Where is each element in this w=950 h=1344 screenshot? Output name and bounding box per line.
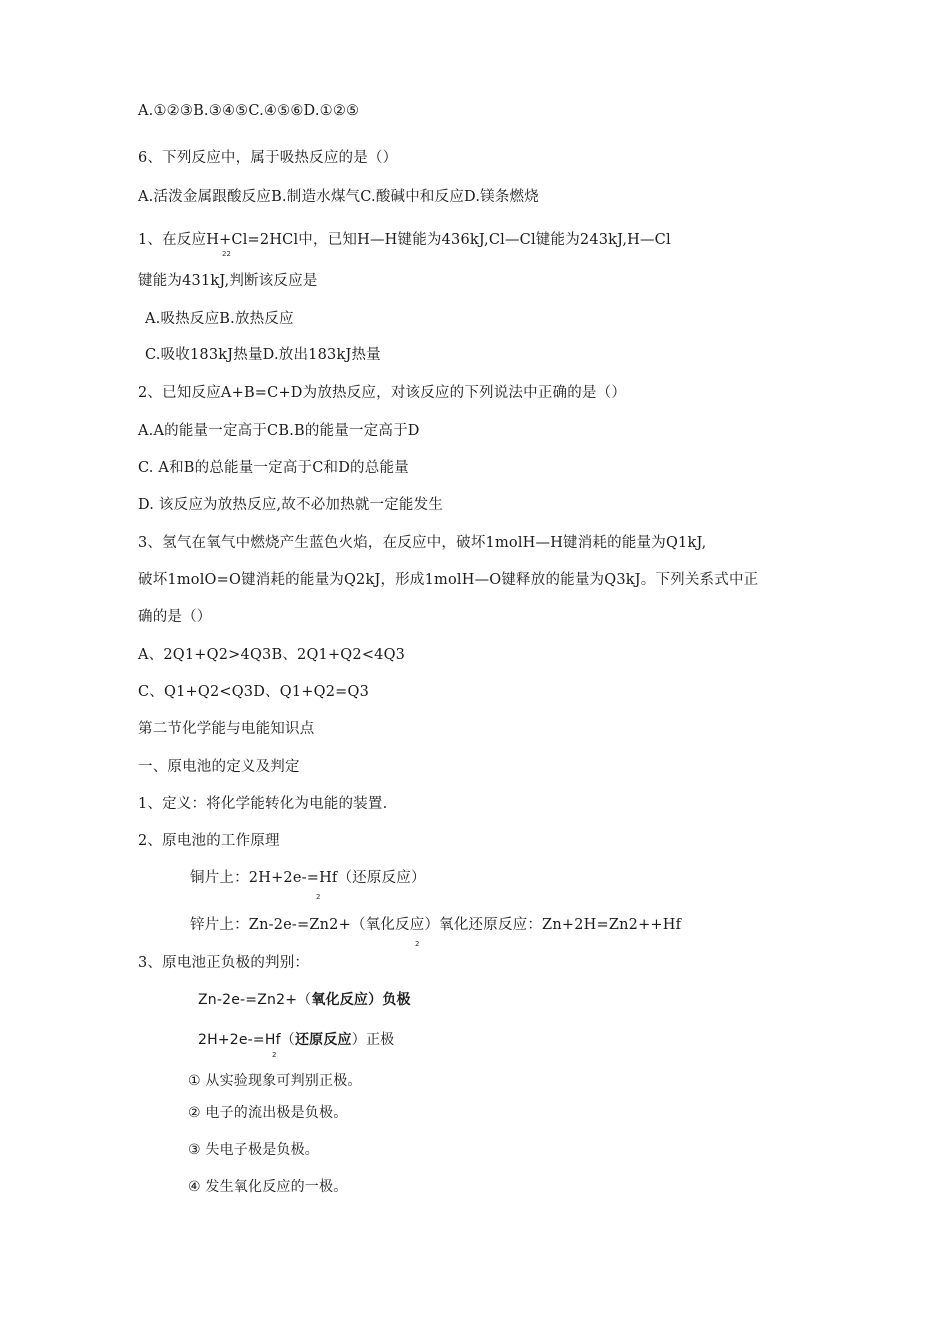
subscript-22: 22 [222, 250, 231, 258]
electrode-judgement-heading: 3、原电池正负极的判别： [138, 955, 310, 971]
question-6-stem: 6、下列反应中，属于吸热反应的是（） [138, 150, 398, 166]
section-heading: 第二节化学能与电能知识点 [138, 721, 315, 737]
principle-heading: 2、原电池的工作原理 [138, 833, 280, 849]
positive-electrode-reaction: 还原反应 [294, 1032, 352, 1048]
rule-3: ③ 失电子极是负极。 [188, 1142, 320, 1158]
answer-options-line: A.①②③B.③④⑤C.④⑤⑥D.①②⑤ [138, 103, 360, 119]
rule-2: ② 电子的流出极是负极。 [188, 1105, 348, 1121]
rule-4: ④ 发生氧化反应的一极。 [188, 1179, 348, 1195]
question-3-options-ab: A、2Q1+Q2>4Q3B、2Q1+Q2<4Q3 [138, 647, 406, 663]
question-2-option-d: D. 该反应为放热反应,故不必加热就一定能发生 [138, 497, 444, 513]
question-1-stem: 1、在反应H+Cl=2HCl中，已知H—H键能为436kJ,Cl—Cl键能为243kJ,H—Cl [138, 232, 671, 248]
copper-reaction: 铜片上：2H+2e-=Hf（还原反应） [190, 870, 426, 886]
negative-electrode-line [198, 990, 411, 1010]
rule-1: ① 从实验现象可判别正极。 [188, 1073, 362, 1089]
question-3-stem: 3、氢气在氧气中燃烧产生蓝色火焰，在反应中，破坏1molH—H键消耗的能量为Q1kJ, [138, 535, 707, 551]
positive-electrode-label: ）正极 [351, 1032, 395, 1048]
zinc-reaction: 锌片上：Zn-2e-=Zn2+（氧化反应）氧化还原反应：Zn+2H=Zn2++Hf [190, 917, 682, 933]
positive-electrode-line [198, 1030, 394, 1050]
question-1-options-ab: A.吸热反应B.放热反应 [145, 311, 294, 327]
question-1-options-cd: C.吸收183kJ热量D.放出183kJ热量 [145, 347, 381, 363]
question-2-option-c: C. A和B的总能量一定高于C和D的总能量 [138, 460, 409, 476]
question-2-stem: 2、已知反应A+B=C+D为放热反应，对该反应的下列说法中正确的是（） [138, 385, 627, 401]
positive-electrode-equation: 2H+2e-=Hf（ [198, 1032, 295, 1048]
subscript-2: 2 [415, 940, 420, 948]
question-1-stem-cont: 键能为431kJ,判断该反应是 [138, 273, 318, 289]
question-6-options: A.活泼金属跟酸反应B.制造水煤气C.酸碱中和反应D.镁条燃烧 [138, 189, 539, 205]
definition-line: 1、定义：将化学能转化为电能的装置. [138, 796, 388, 812]
subscript-2: 2 [272, 1051, 277, 1059]
question-3-stem-cont: 破坏1molO=O键消耗的能量为Q2kJ，形成1molH—O键释放的能量为Q3kJ。下列关系式中正 [138, 572, 759, 588]
negative-electrode-equation: Zn-2e-=Zn2+（ [198, 992, 312, 1008]
question-3-options-cd: C、Q1+Q2<Q3D、Q1+Q2=Q3 [138, 684, 369, 700]
subscript-2: 2 [316, 893, 321, 901]
question-2-option-ab: A.A的能量一定高于CB.B的能量一定高于D [138, 423, 420, 439]
subsection-heading: 一、原电池的定义及判定 [138, 759, 300, 775]
question-3-stem-end: 确的是（） [138, 609, 212, 625]
negative-electrode-label: 氧化反应）负极 [311, 992, 411, 1008]
